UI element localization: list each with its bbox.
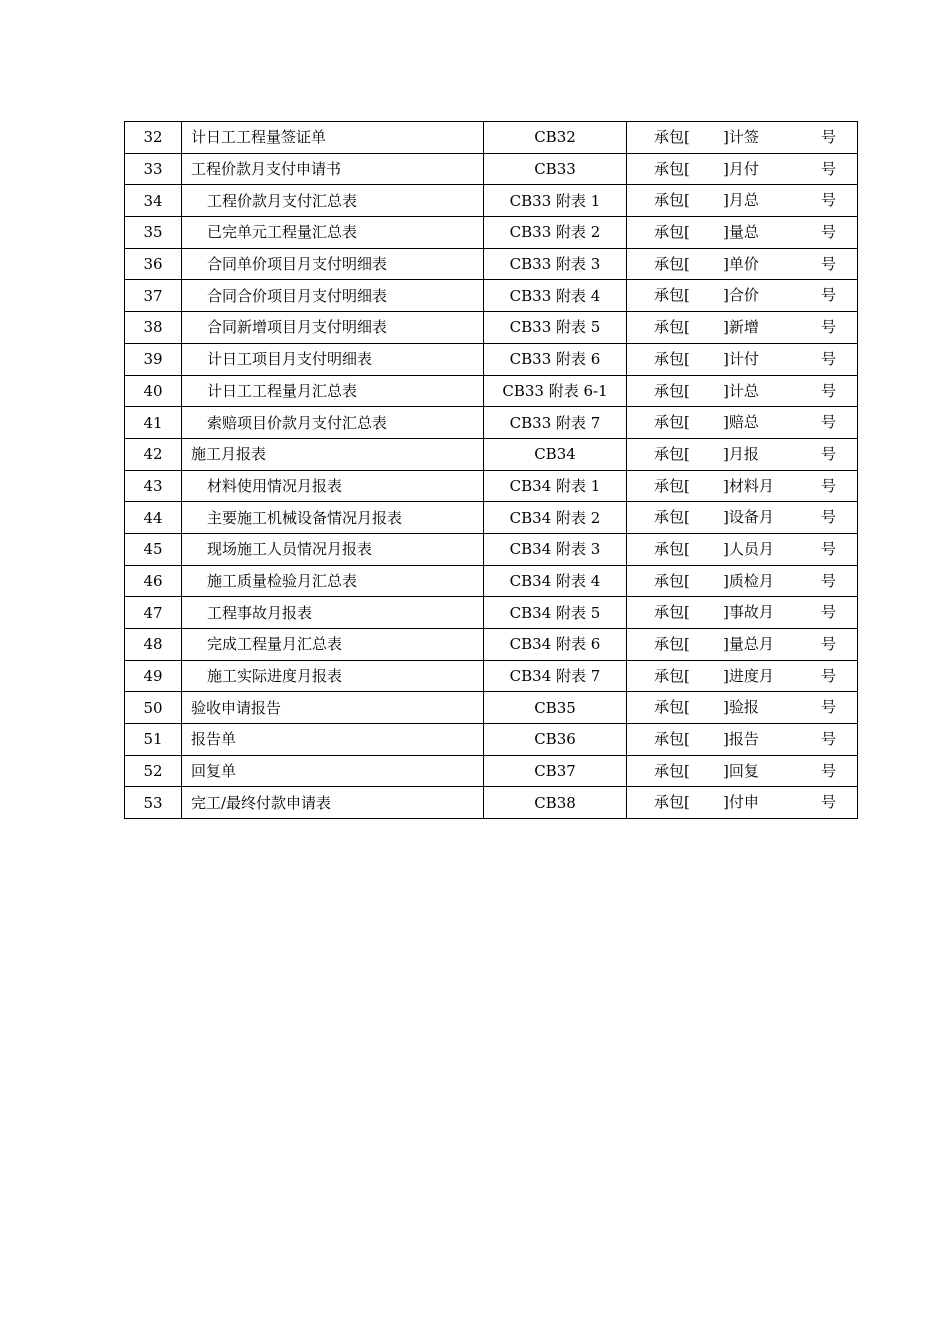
reference-prefix: 承包[ <box>654 476 690 495</box>
reference-type: ]新增 <box>723 318 759 337</box>
reference-prefix: 承包[ <box>654 159 690 178</box>
reference-type: ]合价 <box>723 286 759 305</box>
reference-type: ]报告 <box>723 730 759 749</box>
form-name: 施工实际进度月报表 <box>182 660 484 692</box>
reference-suffix: 号 <box>821 476 837 495</box>
form-code: CB33 附表 3 <box>484 248 627 280</box>
reference-type: ]付申 <box>723 793 759 812</box>
table-row <box>125 597 858 629</box>
form-code: CB34 附表 5 <box>484 597 627 629</box>
reference-suffix: 号 <box>821 698 837 717</box>
table-row <box>125 122 858 154</box>
form-reference <box>627 122 858 154</box>
form-reference <box>627 248 858 280</box>
form-code: CB33 附表 2 <box>484 217 627 249</box>
table-row <box>125 533 858 565</box>
form-code: CB33 附表 5 <box>484 312 627 344</box>
reference-suffix: 号 <box>821 318 837 337</box>
table-row <box>125 407 858 439</box>
table-body <box>125 122 858 819</box>
table-row <box>125 692 858 724</box>
form-name: 工程事故月报表 <box>182 597 484 629</box>
reference-suffix: 号 <box>821 159 837 178</box>
form-code: CB32 <box>484 122 627 154</box>
form-reference <box>627 407 858 439</box>
row-number: 38 <box>125 312 182 344</box>
table-row <box>125 724 858 756</box>
form-code: CB34 附表 3 <box>484 533 627 565</box>
table-row <box>125 629 858 661</box>
reference-prefix: 承包[ <box>654 191 690 210</box>
form-reference <box>627 153 858 185</box>
reference-type: ]设备月 <box>723 508 774 527</box>
reference-suffix: 号 <box>821 571 837 590</box>
reference-prefix: 承包[ <box>654 444 690 463</box>
form-name: 验收申请报告 <box>182 692 484 724</box>
reference-prefix: 承包[ <box>654 286 690 305</box>
reference-suffix: 号 <box>821 730 837 749</box>
reference-prefix: 承包[ <box>654 666 690 685</box>
row-number: 52 <box>125 755 182 787</box>
reference-suffix: 号 <box>821 128 837 146</box>
form-name: 主要施工机械设备情况月报表 <box>182 502 484 534</box>
reference-suffix: 号 <box>821 191 837 210</box>
table-row <box>125 660 858 692</box>
form-code: CB34 附表 6 <box>484 629 627 661</box>
reference-type: ]计总 <box>723 381 759 400</box>
reference-type: ]月报 <box>723 444 759 463</box>
reference-suffix: 号 <box>821 254 837 273</box>
form-reference <box>627 597 858 629</box>
reference-suffix: 号 <box>821 603 837 622</box>
row-number: 42 <box>125 438 182 470</box>
row-number: 46 <box>125 565 182 597</box>
form-name: 工程价款月支付汇总表 <box>182 185 484 217</box>
row-number: 33 <box>125 153 182 185</box>
form-name: 计日工工程量签证单 <box>182 122 484 154</box>
form-code: CB34 附表 2 <box>484 502 627 534</box>
form-reference <box>627 692 858 724</box>
form-reference <box>627 533 858 565</box>
table-row <box>125 185 858 217</box>
reference-type: ]计签 <box>723 128 759 146</box>
row-number: 47 <box>125 597 182 629</box>
reference-suffix: 号 <box>821 349 837 368</box>
reference-prefix: 承包[ <box>654 318 690 337</box>
reference-suffix: 号 <box>821 761 837 780</box>
table-row <box>125 248 858 280</box>
form-reference <box>627 724 858 756</box>
row-number: 53 <box>125 787 182 819</box>
form-reference <box>627 470 858 502</box>
row-number: 44 <box>125 502 182 534</box>
reference-type: ]人员月 <box>723 539 774 558</box>
reference-prefix: 承包[ <box>654 508 690 527</box>
form-code: CB34 <box>484 438 627 470</box>
form-reference <box>627 343 858 375</box>
form-code: CB33 附表 7 <box>484 407 627 439</box>
reference-suffix: 号 <box>821 635 837 653</box>
form-reference <box>627 217 858 249</box>
form-code: CB34 附表 7 <box>484 660 627 692</box>
form-code: CB33 附表 4 <box>484 280 627 312</box>
row-number: 41 <box>125 407 182 439</box>
form-name: 施工质量检验月汇总表 <box>182 565 484 597</box>
reference-type: ]月付 <box>723 159 759 178</box>
row-number: 49 <box>125 660 182 692</box>
form-index-table <box>124 121 858 819</box>
form-name: 计日工项目月支付明细表 <box>182 343 484 375</box>
form-code: CB33 <box>484 153 627 185</box>
table-row <box>125 153 858 185</box>
reference-prefix: 承包[ <box>654 761 690 780</box>
reference-type: ]计付 <box>723 349 759 368</box>
reference-type: ]量总月 <box>723 635 774 653</box>
form-code: CB33 附表 6 <box>484 343 627 375</box>
row-number: 39 <box>125 343 182 375</box>
reference-prefix: 承包[ <box>654 730 690 749</box>
row-number: 32 <box>125 122 182 154</box>
reference-prefix: 承包[ <box>654 223 690 242</box>
reference-type: ]验报 <box>723 698 759 717</box>
table-row <box>125 470 858 502</box>
form-name: 材料使用情况月报表 <box>182 470 484 502</box>
reference-prefix: 承包[ <box>654 698 690 717</box>
table-row <box>125 787 858 819</box>
reference-type: ]事故月 <box>723 603 774 622</box>
form-name: 报告单 <box>182 724 484 756</box>
table-row <box>125 565 858 597</box>
reference-suffix: 号 <box>821 666 837 685</box>
form-name: 完工/最终付款申请表 <box>182 787 484 819</box>
table-row <box>125 217 858 249</box>
reference-prefix: 承包[ <box>654 254 690 273</box>
reference-prefix: 承包[ <box>654 381 690 400</box>
form-code: CB34 附表 4 <box>484 565 627 597</box>
form-reference <box>627 280 858 312</box>
reference-prefix: 承包[ <box>654 413 690 432</box>
form-reference <box>627 565 858 597</box>
form-name: 合同合价项目月支付明细表 <box>182 280 484 312</box>
form-code: CB33 附表 6-1 <box>484 375 627 407</box>
form-name: 施工月报表 <box>182 438 484 470</box>
reference-prefix: 承包[ <box>654 793 690 812</box>
reference-suffix: 号 <box>821 539 837 558</box>
form-name: 已完单元工程量汇总表 <box>182 217 484 249</box>
reference-type: ]量总 <box>723 223 759 242</box>
row-number: 36 <box>125 248 182 280</box>
reference-prefix: 承包[ <box>654 635 690 653</box>
form-reference <box>627 502 858 534</box>
form-reference <box>627 185 858 217</box>
reference-type: ]单价 <box>723 254 759 273</box>
reference-suffix: 号 <box>821 413 837 432</box>
form-reference <box>627 375 858 407</box>
form-name: 现场施工人员情况月报表 <box>182 533 484 565</box>
form-name: 工程价款月支付申请书 <box>182 153 484 185</box>
form-code: CB38 <box>484 787 627 819</box>
form-name: 回复单 <box>182 755 484 787</box>
form-name: 计日工工程量月汇总表 <box>182 375 484 407</box>
row-number: 45 <box>125 533 182 565</box>
row-number: 51 <box>125 724 182 756</box>
row-number: 37 <box>125 280 182 312</box>
reference-type: ]进度月 <box>723 666 774 685</box>
reference-type: ]质检月 <box>723 571 774 590</box>
reference-suffix: 号 <box>821 444 837 463</box>
reference-type: ]回复 <box>723 761 759 780</box>
reference-suffix: 号 <box>821 223 837 242</box>
reference-type: ]赔总 <box>723 413 759 432</box>
form-code: CB33 附表 1 <box>484 185 627 217</box>
reference-type: ]月总 <box>723 191 759 210</box>
reference-suffix: 号 <box>821 793 837 812</box>
form-name: 合同单价项目月支付明细表 <box>182 248 484 280</box>
row-number: 35 <box>125 217 182 249</box>
form-code: CB34 附表 1 <box>484 470 627 502</box>
form-code: CB35 <box>484 692 627 724</box>
table-row <box>125 375 858 407</box>
reference-prefix: 承包[ <box>654 349 690 368</box>
reference-prefix: 承包[ <box>654 539 690 558</box>
form-reference <box>627 629 858 661</box>
table-row <box>125 438 858 470</box>
form-name: 合同新增项目月支付明细表 <box>182 312 484 344</box>
form-reference <box>627 660 858 692</box>
form-code: CB37 <box>484 755 627 787</box>
form-name: 完成工程量月汇总表 <box>182 629 484 661</box>
reference-type: ]材料月 <box>723 476 774 495</box>
row-number: 48 <box>125 629 182 661</box>
form-code: CB36 <box>484 724 627 756</box>
row-number: 43 <box>125 470 182 502</box>
row-number: 50 <box>125 692 182 724</box>
form-name: 索赔项目价款月支付汇总表 <box>182 407 484 439</box>
table-row <box>125 343 858 375</box>
table-row <box>125 502 858 534</box>
reference-prefix: 承包[ <box>654 571 690 590</box>
table-row <box>125 312 858 344</box>
table-row <box>125 280 858 312</box>
reference-suffix: 号 <box>821 508 837 527</box>
reference-prefix: 承包[ <box>654 128 690 146</box>
form-reference <box>627 787 858 819</box>
reference-prefix: 承包[ <box>654 603 690 622</box>
row-number: 34 <box>125 185 182 217</box>
row-number: 40 <box>125 375 182 407</box>
form-reference <box>627 438 858 470</box>
table-row <box>125 755 858 787</box>
form-reference <box>627 312 858 344</box>
reference-suffix: 号 <box>821 286 837 305</box>
reference-suffix: 号 <box>821 381 837 400</box>
form-reference <box>627 755 858 787</box>
